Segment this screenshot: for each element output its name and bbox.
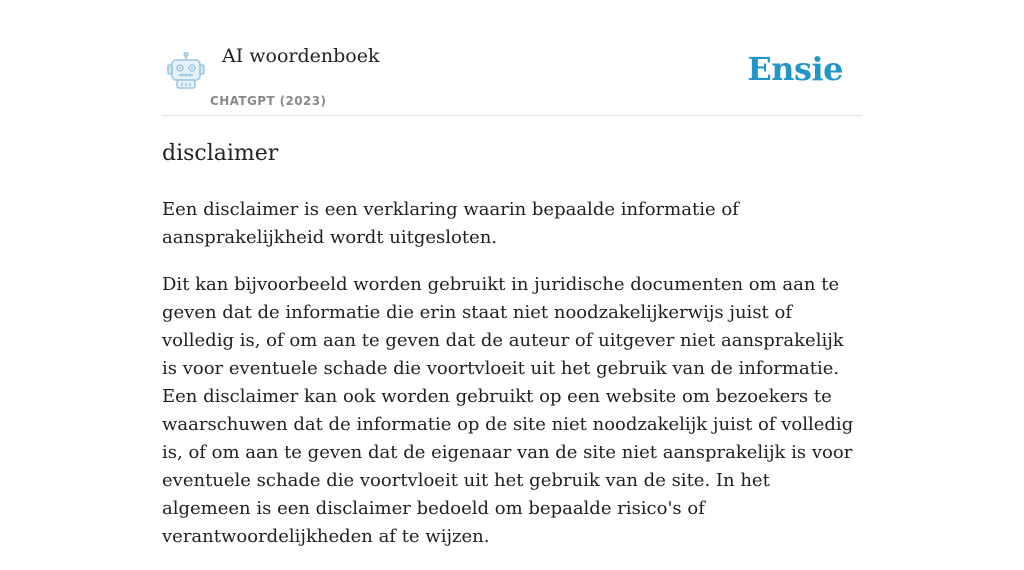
headword: disclaimer bbox=[162, 141, 279, 166]
definition-paragraph: Een disclaimer is een verklaring waarin bepaalde informatie of aansprakelijkheid wordt uitgesloten. bbox=[162, 199, 739, 248]
source-header bbox=[162, 40, 862, 116]
source-title[interactable]: AI woordenboek bbox=[222, 45, 380, 67]
definition bbox=[162, 196, 862, 551]
definition-paragraph: Dit kan bijvoorbeeld worden gebruikt in juridische documenten om aan te geven dat de informatie die erin staat niet noodzakelijkerwijs juist of volledig is, of om aan te geven dat de auteur of uitgever niet aansprakelijk is voor eventuele schade die voortvloeit uit het gebruik van de informatie. Een disclaimer kan ook worden gebruikt op een website om bezoekers te waarschuwen dat de informatie op de site niet noodzakelijk juist of volledig is, of om aan te geven dat de eigenaar van de site niet aansprakelijk is voor eventuele schade die voortvloeit uit het gebruik van de site. In het algemeen is een disclaimer bedoeld om bepaalde risico's of verantwoordelijkheden af te wijzen. bbox=[162, 274, 854, 547]
brand-logo[interactable]: Ensie bbox=[747, 50, 843, 88]
entry-content bbox=[162, 136, 862, 570]
source-meta: CHATGPT (2023) bbox=[210, 94, 327, 108]
robot-icon bbox=[165, 52, 207, 90]
